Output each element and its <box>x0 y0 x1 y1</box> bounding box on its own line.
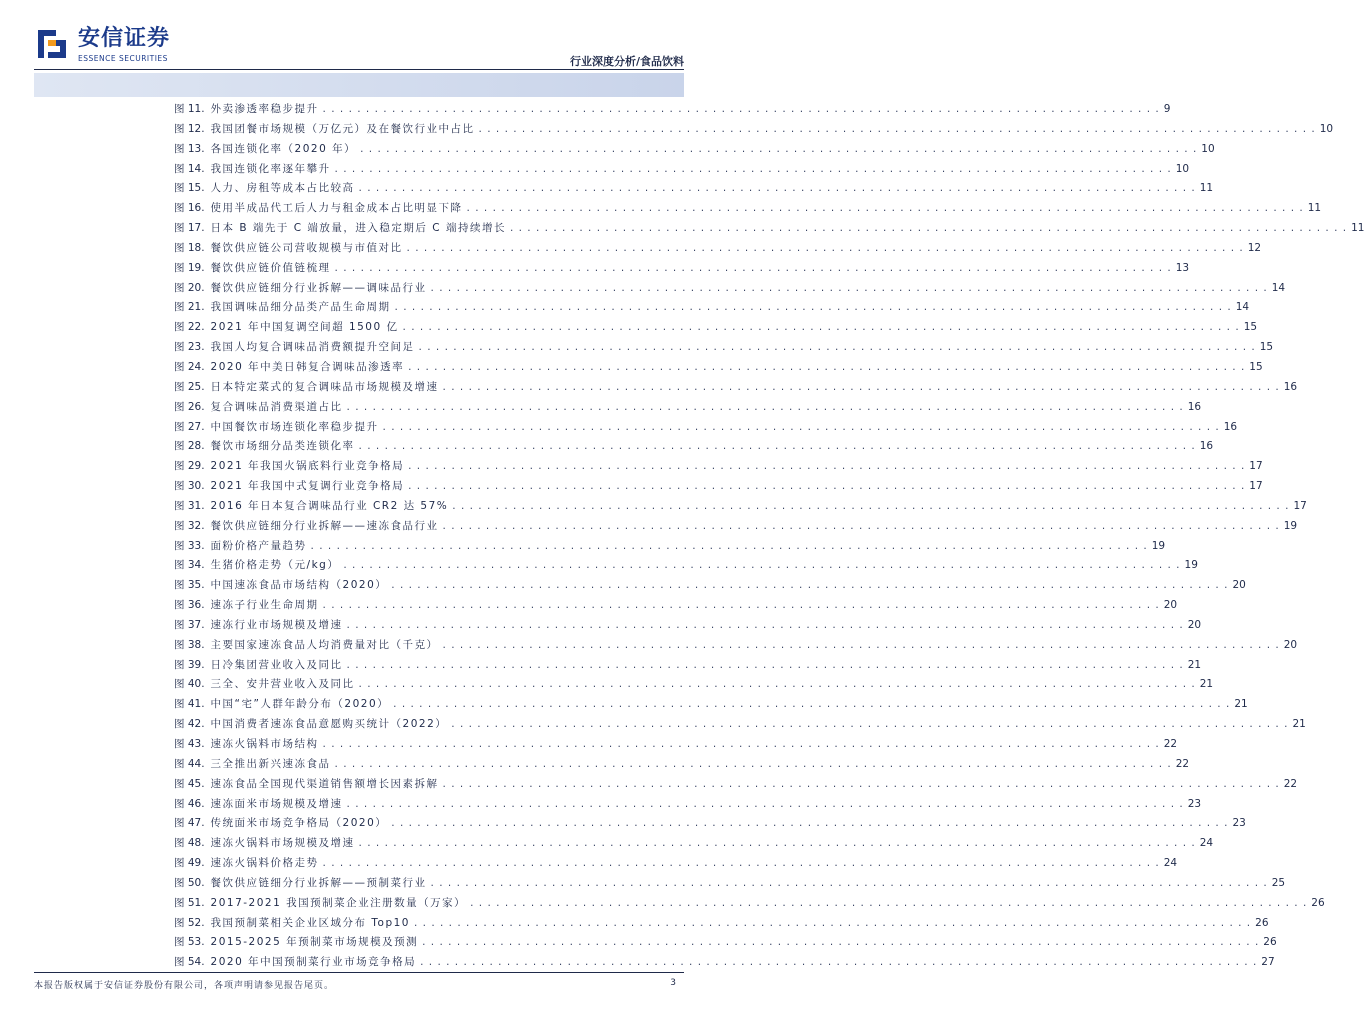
toc-figure-title: 各国连锁化率（2020 年） <box>210 142 357 155</box>
toc-leader-dots <box>408 460 1245 472</box>
toc-figure-number: 图 24. <box>174 360 205 373</box>
toc-entry[interactable] <box>174 419 1238 439</box>
toc-entry[interactable] <box>174 359 1263 379</box>
toc-figure-title: 速冻食品全国现代渠道销售额增长因素拆解 <box>210 777 439 790</box>
toc-figure-number: 图 11. <box>174 103 205 115</box>
toc-figure-number: 图 48. <box>174 837 205 850</box>
toc-entry[interactable] <box>174 577 1246 597</box>
toc-leader-dots <box>335 163 1172 175</box>
toc-figure-number: 图 41. <box>174 698 205 711</box>
toc-figure-title: 传统面米市场竞争格局（2020） <box>210 817 388 830</box>
toc-entry[interactable] <box>174 141 1215 161</box>
toc-entry[interactable] <box>174 716 1306 736</box>
toc-leader-dots <box>467 202 1304 214</box>
toc-figure-number: 图 22. <box>174 321 205 334</box>
toc-figure-number: 图 19. <box>174 261 205 274</box>
toc-page-number: 26 <box>1311 896 1325 909</box>
toc-figure-number: 图 39. <box>174 658 205 671</box>
toc-entry[interactable] <box>174 835 1214 855</box>
toc-leader-dots <box>359 440 1196 452</box>
toc-page-number: 19 <box>1184 559 1198 572</box>
toc-figure-number: 图 47. <box>174 817 205 830</box>
toc-page-number: 19 <box>1151 539 1166 552</box>
toc-entry[interactable] <box>174 299 1250 319</box>
toc-entry[interactable] <box>174 736 1178 756</box>
toc-figure-title: 2017-2021 我国预制菜企业注册数量（万家） <box>210 896 467 909</box>
toc-figure-number: 图 17. <box>174 222 205 235</box>
toc-figure-title: 我国人均复合调味品消费额提升空间足 <box>210 341 415 354</box>
toc-figure-number: 图 35. <box>174 579 205 592</box>
toc-page-number: 17 <box>1249 480 1263 493</box>
toc-figure-title: 餐饮供应链公司营收规模与市值对比 <box>210 241 403 254</box>
toc-entry[interactable] <box>174 101 1171 121</box>
toc-leader-dots <box>420 956 1257 968</box>
toc-page-number: 22 <box>1283 777 1298 790</box>
toc-leader-dots <box>443 381 1280 393</box>
toc-leader-dots <box>335 262 1172 274</box>
toc-page-number: 15 <box>1249 360 1263 373</box>
toc-page-number: 20 <box>1232 579 1246 592</box>
toc-leader-dots <box>347 401 1184 413</box>
toc-figure-title: 速冻火锅料价格走势 <box>210 857 319 870</box>
toc-figure-title: 2020 年中美日韩复合调味品渗透率 <box>210 360 405 373</box>
toc-entry[interactable] <box>174 796 1202 816</box>
toc-page-number: 24 <box>1199 837 1214 850</box>
toc-figure-title: 速冻子行业生命周期 <box>210 599 319 612</box>
toc-leader-dots <box>359 678 1196 690</box>
toc-figure-number: 图 37. <box>174 618 205 631</box>
toc-figure-title: 三全、安井营业收入及同比 <box>210 678 355 691</box>
toc-entry[interactable] <box>174 438 1214 458</box>
toc-leader-dots <box>311 540 1148 552</box>
toc-figure-number: 图 15. <box>174 182 205 195</box>
toc-figure-title: 中国餐饮市场连锁化率稳步提升 <box>210 420 379 433</box>
toc-figure-title: 三全推出新兴速冻食品 <box>210 757 331 770</box>
toc-page-number: 16 <box>1199 440 1214 453</box>
toc-entry[interactable] <box>174 875 1286 895</box>
toc-entry[interactable] <box>174 458 1263 478</box>
toc-page-number: 14 <box>1235 301 1250 314</box>
toc-page-number: 23 <box>1187 797 1202 810</box>
toc-figure-number: 图 23. <box>174 341 205 354</box>
toc-page-number: 11 <box>1307 202 1322 215</box>
toc-page-number: 26 <box>1255 916 1269 929</box>
toc-entry[interactable] <box>174 776 1298 796</box>
toc-figure-title: 我国预制菜相关企业区域分布 Top10 <box>210 916 410 929</box>
toc-entry[interactable] <box>174 756 1190 776</box>
toc-page-number: 14 <box>1271 281 1286 294</box>
essence-logo-icon <box>34 26 70 62</box>
toc-leader-dots <box>470 897 1307 909</box>
toc-leader-dots <box>347 619 1184 631</box>
toc-page-number: 19 <box>1283 519 1298 532</box>
toc-figure-number: 图 42. <box>174 718 205 731</box>
toc-page-number: 13 <box>1175 261 1190 274</box>
toc-figure-title: 日本 B 端先于 C 端放量，进入稳定期后 C 端持续增长 <box>210 222 506 235</box>
toc-leader-dots <box>359 182 1196 194</box>
toc-figure-number: 图 49. <box>174 857 205 870</box>
toc-leader-dots <box>419 341 1256 353</box>
toc-figure-number: 图 31. <box>174 499 205 512</box>
toc-page-number: 26 <box>1263 936 1277 949</box>
toc-leader-dots <box>510 222 1347 234</box>
toc-figure-title: 2021 年我国火锅底料行业竞争格局 <box>210 460 405 473</box>
header-band <box>34 73 684 97</box>
toc-page-number: 9 <box>1163 103 1171 115</box>
toc-entry[interactable] <box>174 855 1178 875</box>
toc-figure-number: 图 36. <box>174 599 205 612</box>
toc-figure-title: 速冻火锅料市场结构 <box>210 738 319 750</box>
toc-figure-title: 餐饮市场细分品类连锁化率 <box>210 440 355 453</box>
toc-entry[interactable] <box>174 557 1198 577</box>
toc-figure-title: 使用半成品代工后人力与租金成本占比明显下降 <box>210 202 463 215</box>
toc-page-number: 17 <box>1249 460 1263 473</box>
toc-entry[interactable] <box>174 696 1248 716</box>
toc-figure-number: 图 32. <box>174 519 205 532</box>
toc-leader-dots <box>395 301 1232 313</box>
toc-page-number: 21 <box>1234 698 1248 711</box>
toc-figure-title: 2021 年我国中式复调行业竞争格局 <box>210 480 405 493</box>
toc-leader-dots <box>359 837 1196 849</box>
toc-leader-dots <box>443 778 1280 790</box>
toc-page-number: 16 <box>1187 400 1202 413</box>
copyright-notice: 本报告版权属于安信证券股份有限公司，各项声明请参见报告尾页。 <box>34 981 335 991</box>
toc-figure-title: 速冻面米市场规模及增速 <box>210 797 343 810</box>
toc-figure-title: 日冷集团营业收入及同比 <box>210 658 343 671</box>
toc-page-number: 21 <box>1292 718 1306 731</box>
toc-leader-dots <box>408 480 1245 492</box>
toc-leader-dots <box>443 520 1280 532</box>
toc-figure-title: 日本特定菜式的复合调味品市场规模及增速 <box>210 380 439 393</box>
toc-figure-title: 中国速冻食品市场结构（2020） <box>210 579 388 592</box>
toc-entry[interactable] <box>174 637 1298 657</box>
toc-leader-dots <box>360 143 1197 155</box>
toc-entry[interactable] <box>174 478 1263 498</box>
toc-entry[interactable] <box>174 339 1274 359</box>
toc-figure-title: 主要国家速冻食品人均消费量对比（千克） <box>210 638 439 651</box>
toc-entry[interactable] <box>174 180 1214 200</box>
toc-page-number: 11 <box>1351 222 1365 235</box>
toc-figure-title: 2021 年中国复调空间超 1500 亿 <box>210 321 399 334</box>
toc-page-number: 10 <box>1175 162 1190 175</box>
toc-page-number: 20 <box>1163 599 1178 612</box>
header-divider <box>34 69 684 70</box>
toc-page-number: 23 <box>1232 817 1246 830</box>
toc-entry[interactable] <box>174 319 1258 339</box>
toc-entry[interactable] <box>174 161 1190 181</box>
toc-leader-dots <box>323 857 1160 869</box>
toc-figure-title: 复合调味品消费渠道占比 <box>210 400 343 413</box>
toc-entry[interactable] <box>174 895 1325 915</box>
toc-entry[interactable] <box>174 934 1277 954</box>
toc-leader-dots <box>431 282 1268 294</box>
toc-figure-number: 图 25. <box>174 380 205 393</box>
toc-page-number: 20 <box>1187 618 1202 631</box>
toc-figure-number: 图 21. <box>174 301 205 314</box>
toc-figure-number: 图 40. <box>174 678 205 691</box>
toc-figure-number: 图 52. <box>174 916 205 929</box>
toc-figure-number: 图 51. <box>174 896 205 909</box>
toc-figure-number: 图 45. <box>174 777 205 790</box>
toc-figure-title: 中国“宅”人群年龄分布（2020） <box>210 698 390 711</box>
toc-figure-number: 图 29. <box>174 460 205 473</box>
toc-leader-dots <box>347 659 1184 671</box>
toc-page-number: 21 <box>1187 658 1202 671</box>
toc-leader-dots <box>431 877 1268 889</box>
toc-leader-dots <box>391 817 1228 829</box>
toc-leader-dots <box>414 917 1251 929</box>
toc-leader-dots <box>422 936 1259 948</box>
toc-entry[interactable] <box>174 538 1166 558</box>
toc-figure-number: 图 27. <box>174 420 205 433</box>
toc-leader-dots <box>403 321 1240 333</box>
toc-leader-dots <box>343 559 1180 571</box>
toc-entry[interactable] <box>174 815 1246 835</box>
toc-figure-number: 图 43. <box>174 738 205 750</box>
toc-figure-title: 速冻火锅料市场规模及增速 <box>210 837 355 850</box>
toc-figure-number: 图 30. <box>174 480 205 493</box>
toc-entry[interactable] <box>174 280 1286 300</box>
toc-figure-number: 图 20. <box>174 281 205 294</box>
toc-figure-title: 2020 年中国预制菜行业市场竞争格局 <box>210 956 417 969</box>
toc-page-number: 10 <box>1201 142 1215 155</box>
toc-figure-number: 图 34. <box>174 559 205 572</box>
toc-page-number: 22 <box>1163 738 1178 750</box>
toc-entry[interactable] <box>174 657 1202 677</box>
toc-leader-dots <box>323 599 1160 611</box>
toc-figure-title: 人力、房租等成本占比较高 <box>210 182 355 195</box>
page-number: 3 <box>670 978 676 988</box>
toc-leader-dots <box>335 758 1172 770</box>
toc-entry[interactable] <box>174 121 1334 141</box>
toc-leader-dots <box>452 500 1289 512</box>
toc-entry[interactable] <box>174 498 1307 518</box>
brand-logo <box>34 26 170 63</box>
toc-entry[interactable] <box>174 915 1269 935</box>
toc-figure-title: 速冻行业市场规模及增速 <box>210 618 343 631</box>
toc-entry[interactable] <box>174 597 1178 617</box>
page-header <box>0 0 724 100</box>
toc-figure-title: 我国团餐市场规模（万亿元）及在餐饮行业中占比 <box>210 122 475 135</box>
toc-leader-dots <box>393 698 1230 710</box>
toc-figure-number: 图 26. <box>174 400 205 413</box>
toc-figure-number: 图 50. <box>174 876 205 889</box>
toc-leader-dots <box>323 738 1160 750</box>
footer-divider <box>34 972 684 973</box>
toc-figure-number: 图 38. <box>174 638 205 651</box>
toc-page-number: 15 <box>1259 341 1274 354</box>
toc-figure-number: 图 12. <box>174 122 205 135</box>
toc-page-number: 22 <box>1175 757 1190 770</box>
toc-leader-dots <box>383 421 1220 433</box>
toc-figure-number: 图 18. <box>174 241 205 254</box>
toc-leader-dots <box>391 579 1228 591</box>
toc-figure-title: 2015-2025 年预制菜市场规模及预测 <box>210 936 419 949</box>
toc-page-number: 10 <box>1319 122 1334 135</box>
brand-name-en: ESSENCE SECURITIES <box>78 54 168 63</box>
toc-figure-title: 我国调味品细分品类产品生命周期 <box>210 301 391 314</box>
toc-leader-dots <box>451 718 1288 730</box>
toc-figure-title: 餐饮供应链细分行业拆解——速冻食品行业 <box>210 519 439 532</box>
toc-page-number: 24 <box>1163 857 1178 870</box>
toc-entry[interactable] <box>174 676 1214 696</box>
toc-figure-number: 图 33. <box>174 539 205 552</box>
toc-figure-number: 图 46. <box>174 797 205 810</box>
toc-page-number: 21 <box>1199 678 1214 691</box>
toc-figure-number: 图 53. <box>174 936 205 949</box>
toc-figure-number: 图 54. <box>174 956 205 969</box>
toc-entry[interactable] <box>174 240 1262 260</box>
toc-figure-number: 图 14. <box>174 162 205 175</box>
toc-page-number: 12 <box>1247 241 1262 254</box>
toc-entry[interactable] <box>174 200 1322 220</box>
toc-figure-title: 餐饮供应链细分行业拆解——预制菜行业 <box>210 876 427 889</box>
toc-entry[interactable] <box>174 399 1202 419</box>
toc-figure-number: 图 28. <box>174 440 205 453</box>
toc-figure-title: 面粉价格产量趋势 <box>210 539 307 552</box>
toc-leader-dots <box>407 242 1244 254</box>
toc-leader-dots <box>323 103 1160 115</box>
toc-page-number: 15 <box>1243 321 1258 334</box>
toc-leader-dots <box>479 123 1316 135</box>
toc-entry[interactable] <box>174 260 1190 280</box>
toc-figure-title: 中国消费者速冻食品意愿购买统计（2022） <box>210 718 448 731</box>
toc-page-number: 11 <box>1199 182 1214 195</box>
toc-page-number: 27 <box>1261 956 1275 969</box>
toc-figure-title: 餐饮供应链价值链梳理 <box>210 261 331 274</box>
report-type: 行业深度分析/食品饮料 <box>569 55 684 68</box>
toc-figure-title: 餐饮供应链细分行业拆解——调味品行业 <box>210 281 427 294</box>
toc-figure-number: 图 13. <box>174 142 205 155</box>
toc-entry[interactable] <box>174 379 1298 399</box>
toc-page-number: 16 <box>1283 380 1298 393</box>
toc-leader-dots <box>347 798 1184 810</box>
toc-leader-dots <box>443 639 1280 651</box>
toc-figure-number: 图 44. <box>174 757 205 770</box>
toc-page-number: 17 <box>1293 499 1307 512</box>
toc-figure-title: 生猪价格走势（元/kg） <box>210 559 340 572</box>
toc-page-number: 25 <box>1271 876 1286 889</box>
toc-figure-title: 我国连锁化率逐年攀升 <box>210 162 331 175</box>
toc-entry[interactable] <box>174 518 1298 538</box>
toc-entry[interactable] <box>174 220 1365 240</box>
toc-figure-title: 外卖渗透率稳步提升 <box>210 103 319 115</box>
toc-entry[interactable] <box>174 617 1202 637</box>
toc-leader-dots <box>408 361 1245 373</box>
toc-page-number: 16 <box>1223 420 1238 433</box>
figure-index <box>174 101 1365 974</box>
toc-page-number: 20 <box>1283 638 1298 651</box>
brand-name-cn: 安信证券 <box>78 26 171 51</box>
toc-figure-title: 2016 年日本复合调味品行业 CR2 达 57% <box>210 499 449 512</box>
toc-figure-number: 图 16. <box>174 202 205 215</box>
